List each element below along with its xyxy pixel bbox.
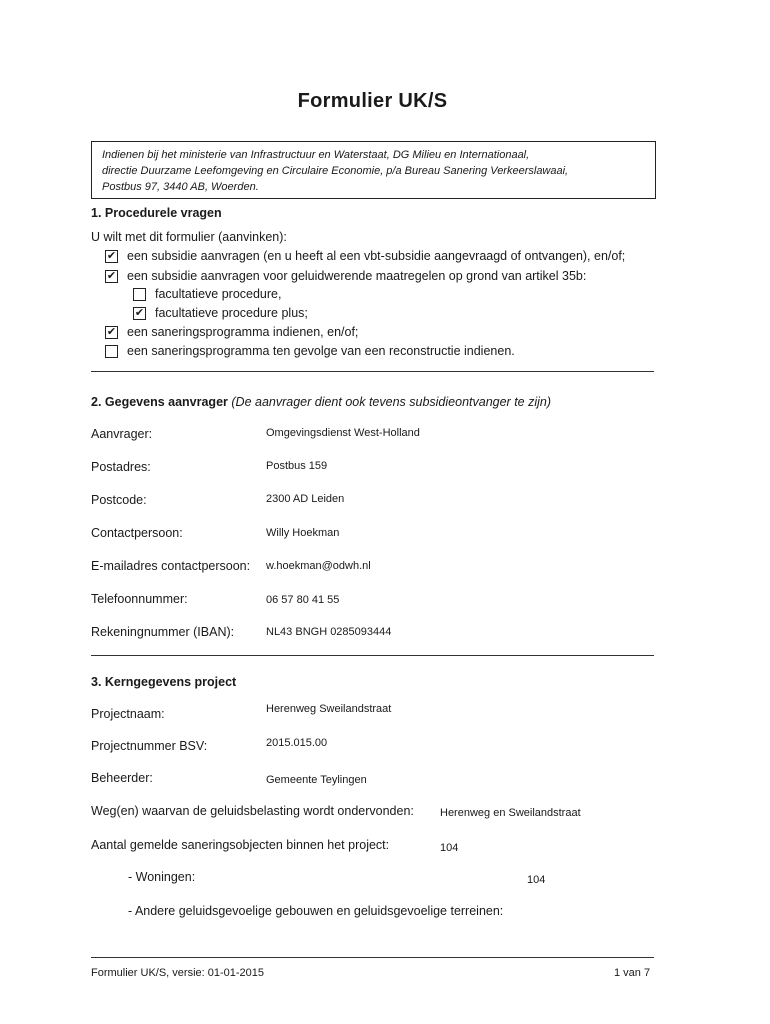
footer-version: Formulier UK/S, versie: 01-01-2015 <box>91 967 265 979</box>
field-value-postcode: 2300 AD Leiden <box>266 493 345 505</box>
checkbox-label: een saneringsprogramma indienen, en/of; <box>127 325 359 339</box>
section1-intro: U wilt met dit formulier (aanvinken): <box>91 230 287 244</box>
checkbox-label: een subsidie aanvragen voor geluidwerende maatregelen op grond van artikel 35b: <box>127 269 587 283</box>
field-label: Telefoonnummer: <box>91 592 188 606</box>
field-value-phone: 06 57 80 41 55 <box>266 594 340 606</box>
field-label: Projectnaam: <box>91 707 165 721</box>
section-divider <box>91 371 654 372</box>
address-line: Indienen bij het ministerie van Infrastructuur en Waterstaat, DG Milieu en Internationaal, <box>102 149 530 161</box>
field-label: - Andere geluidsgevoelige gebouwen en geluidsgevoelige terreinen: <box>128 904 504 918</box>
checkbox-option-1[interactable]: ✔ <box>106 250 117 262</box>
checkbox-facultative[interactable] <box>133 288 146 301</box>
field-value-project-number: 2015.015.00 <box>266 737 328 749</box>
field-label: Aantal gemelde saneringsobjecten binnen het project: <box>91 838 390 852</box>
checkbox-label: facultatieve procedure, <box>155 287 282 301</box>
field-label: Aanvrager: <box>91 427 153 441</box>
field-value-contact: Willy Hoekman <box>266 527 340 539</box>
field-value-postal-address: Postbus 159 <box>266 460 328 472</box>
section2-title: 2. Gegevens aanvrager <box>91 395 228 409</box>
field-value-object-count: 104 <box>440 842 459 854</box>
page-title: Formulier UK/S <box>297 90 448 112</box>
checkbox-option-3[interactable]: ✔ <box>106 326 117 338</box>
field-label: E-mailadres contactpersoon: <box>91 559 251 573</box>
field-value-manager: Gemeente Teylingen <box>266 774 367 786</box>
section-divider <box>91 655 654 656</box>
section2-note: (De aanvrager dient ook tevens subsidieontvanger te zijn) <box>231 395 552 409</box>
field-value-dwellings: 104 <box>527 874 546 886</box>
field-value-project-name: Herenweg Sweilandstraat <box>266 703 392 715</box>
field-value-email: w.hoekman@odwh.nl <box>266 560 371 572</box>
field-value-applicant: Omgevingsdienst West-Holland <box>266 427 420 439</box>
checkbox-label: een saneringsprogramma ten gevolge van een reconstructie indienen. <box>127 344 515 358</box>
field-label: Beheerder: <box>91 771 153 785</box>
field-label: Postcode: <box>91 493 147 507</box>
checkbox-facultative-plus[interactable]: ✔ <box>134 307 145 319</box>
checkbox-option-4[interactable] <box>105 345 118 358</box>
checkbox-label: facultatieve procedure plus; <box>155 306 308 320</box>
footer-divider <box>91 957 654 958</box>
field-label: Rekeningnummer (IBAN): <box>91 625 235 639</box>
submission-address-box <box>91 141 656 199</box>
section3-heading: 3. Kerngegevens project <box>91 675 237 689</box>
field-value-iban: NL43 BNGH 0285093444 <box>266 626 392 638</box>
field-label: - Woningen: <box>128 870 196 884</box>
section2-heading <box>91 395 551 409</box>
section1-heading: 1. Procedurele vragen <box>91 206 222 220</box>
field-value-roads: Herenweg en Sweilandstraat <box>440 807 581 819</box>
footer-page-number: 1 van 7 <box>614 967 651 979</box>
field-label: Contactpersoon: <box>91 526 183 540</box>
field-label: Weg(en) waarvan de geluidsbelasting wordt ondervonden: <box>91 804 414 818</box>
checkbox-label: een subsidie aanvragen (en u heeft al een vbt-subsidie aangevraagd of ontvangen), en/of; <box>127 249 626 263</box>
field-label: Postadres: <box>91 460 151 474</box>
address-line: directie Duurzame Leefomgeving en Circulaire Economie, p/a Bureau Sanering Verkeerslawaai, <box>102 165 569 177</box>
checkbox-option-2[interactable]: ✔ <box>106 270 117 282</box>
address-line: Postbus 97, 3440 AB, Woerden. <box>102 181 259 193</box>
field-label: Projectnummer BSV: <box>91 739 208 753</box>
